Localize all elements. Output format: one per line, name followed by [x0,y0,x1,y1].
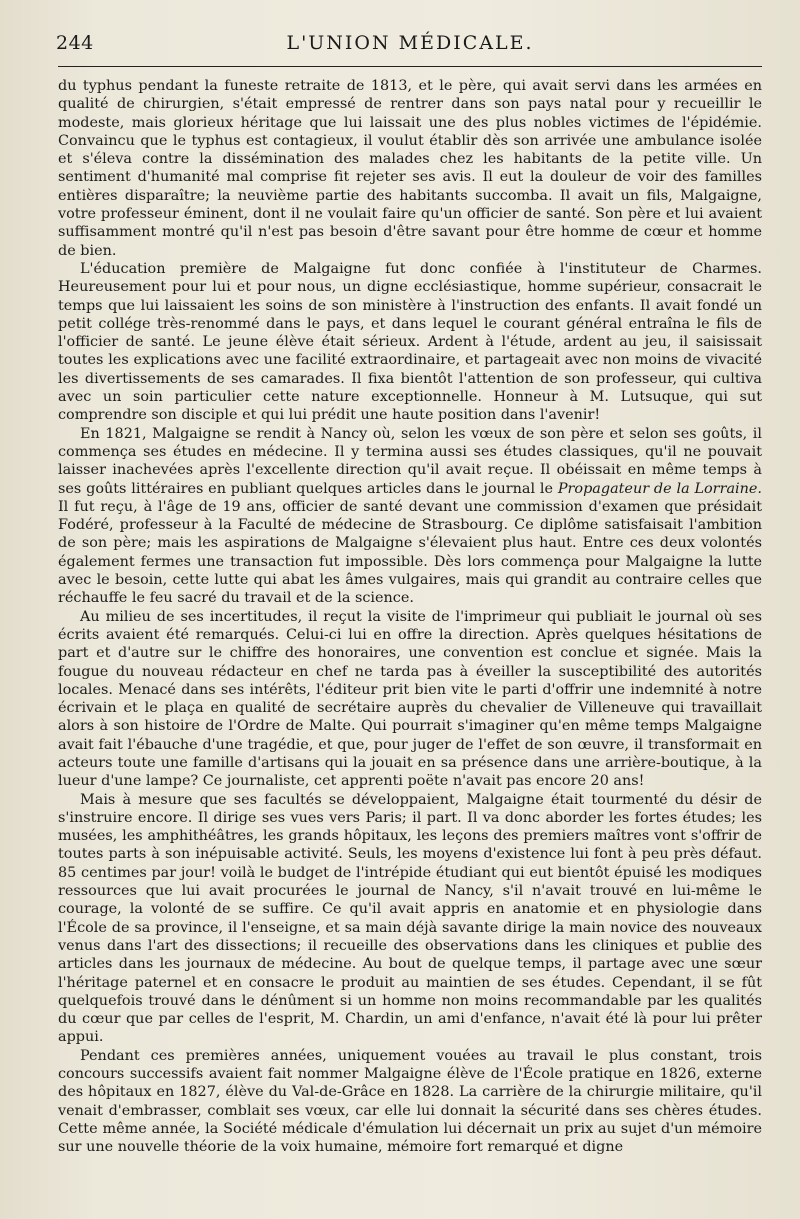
journal-title: L'UNION MÉDICALE. [286,32,534,54]
article-body [58,77,762,1157]
paragraph-3-text-before: En 1821, Malgaigne se rendit à Nancy où, selon les vœux de son père et selon ses goûts, il commença ses études en médecine. Il y termina aussi ses études classiques, qu'il ne pouvait laisser inachevées après l'excellente direction qu'il avait reçue. Il obéissait en même temps à ses goûts littéraires en publiant quelques articles dans le journal le [58,425,762,497]
paragraph-1: du typhus pendant la funeste retraite de 1813, et le père, qui avait servi dans les armées en qualité de chirurgien, s'était empressé de rentrer dans son pays natal pour y recueillir le modeste, mais glorieux héritage que lui laissait une des plus nobles victimes de l'épidémie. Convaincu que le typhus est contagieux, il voulut établir dès son arrivée une ambulance isolée et s'éleva contre la dissémination des malades chez les habitants de la petite ville. Un sentiment d'humanité mal comprise fit rejeter ses avis. Il eut la douleur de voir des familles entières disparaître; la neuvième partie des habitants succomba. Il avait un fils, Malgaigne, votre professeur éminent, dont il ne voulait faire qu'un officier de santé. Son père et lui avaient suffisamment montré qu'il n'est pas besoin d'être savant pour être homme de cœur et homme de bien. [58,78,762,259]
paragraph-3 [58,425,762,608]
paragraph-3-text-after: Il fut reçu, à l'âge de 19 ans, officier de santé devant une commission d'examen que présidait Fodéré, professeur à la Faculté de médecine de Strasbourg. Ce diplôme satisfaisait l'ambition de son père; mais les aspirations de Malgaigne s'élevaient plus haut. Entre ces deux volontés également fermes une transaction fut impossible. Dès lors commença pour Malgaigne la lutte avec le besoin, cette lutte qui abat les âmes vulgaires, mais qui grandit au contraire celles que réchauffe le feu sacré du travail et de la science. [58,498,762,607]
header-rule [58,66,762,67]
paragraph-4: Au milieu de ses incertitudes, il reçut la visite de l'imprimeur qui publiait le journal où ses écrits avaient été remarqués. Celui-ci lui en offre la direction. Après quelques hésitations de part et d'autre sur le chiffre des honoraires, une convention est conclue et signée. Mais la fougue du nouveau rédacteur en chef ne tarda pas à éveiller la susceptibilité des autorités locales. Menacé dans ses intérêts, l'éditeur prit bien vite le parti d'offrir une indemnité à notre écrivain et le plaça en qualité de secrétaire auprès du chevalier de Villeneuve qui travaillait alors à son histoire de l'Ordre de Malte. Qui pourrait s'imaginer qu'en même temps Malgaigne avait fait l'ébauche d'une tragédie, et que, pour juger de l'effet de son œuvre, il transformait en acteurs toute une famille d'artisans qui la jouait en sa présence dans une arrière-boutique, à la lueur d'une lampe? Ce journaliste, cet apprenti poëte n'avait pas encore 20 ans! [58,608,762,790]
paragraph-5: Mais à mesure que ses facultés se développaient, Malgaigne était tourmenté du désir de s'instruire encore. Il dirige ses vues vers Paris; il part. Il va donc aborder les fortes études; les musées, les amphithéâtres, les grands hôpitaux, les leçons des premiers maîtres vont s'offrir de toutes parts à son inépuisable activité. Seuls, les moyens d'existence lui font à peu près défaut. 85 centimes par jour! voilà le budget de l'intrépide étudiant qui eut bientôt épuisé les modiques ressources que lui avait procurées le journal de Nancy, s'il n'avait trouvé en lui-même le courage, la volonté de se suffire. Ce qu'il avait appris en anatomie et en physiologie dans l'École de sa province, il l'enseigne, et sa main déjà savante dirige la main novice des nouveaux venus dans l'art des dissections; il recueille des observations dans les cliniques et publie des articles dans les journaux de médecine. Au bout de quelque temps, il partage avec une sœur l'héritage paternel et en consacre le produit au maintien de ses études. Cependant, il se fût quelquefois trouvé dans le dénûment si un homme non moins recommandable par les qualités du cœur que par celles de l'esprit, M. Chardin, un ami d'enfance, n'avait été là pour lui prêter appui. [58,791,762,1046]
running-head [58,28,762,62]
paragraph-2: L'éducation première de Malgaigne fut donc confiée à l'instituteur de Charmes. Heureusement pour lui et pour nous, un digne ecclésiastique, homme supérieur, consacrait le temps que lui laissaient les soins de son ministère à l'instruction des enfants. Il avait fondé un petit collége très-renommé dans le pays, et dans lequel le courant général entraîna le fils de l'officier de santé. Le jeune élève était sérieux. Ardent à l'étude, ardent au jeu, il saisissait toutes les explications avec une facilité extraordinaire, et partageait avec non moins de vivacité les divertissements de ses camarades. Il fixa bientôt l'attention de son professeur, qui cultiva avec un soin particulier cette nature exceptionnelle. Honneur à M. Lutsuque, qui sut comprendre son disciple et qui lui prédit une haute position dans l'avenir! [58,260,762,424]
journal-name-italic: Propagateur de la Lorraine. [557,480,762,497]
paragraph-6: Pendant ces premières années, uniquement vouées au travail le plus constant, trois concours successifs avaient fait nommer Malgaigne élève de l'École pratique en 1826, externe des hôpitaux en 1827, élève du Val-de-Grâce en 1828. La carrière de la chirurgie militaire, qu'il venait d'embrasser, comblait ses vœux, car elle lui donnait la sécurité dans ses chères études. Cette même année, la Société médicale d'émulation lui décernait un prix au sujet d'un mémoire sur une nouvelle théorie de la voix humaine, mémoire fort remarqué et digne [58,1047,762,1156]
page-number: 244 [56,32,94,54]
